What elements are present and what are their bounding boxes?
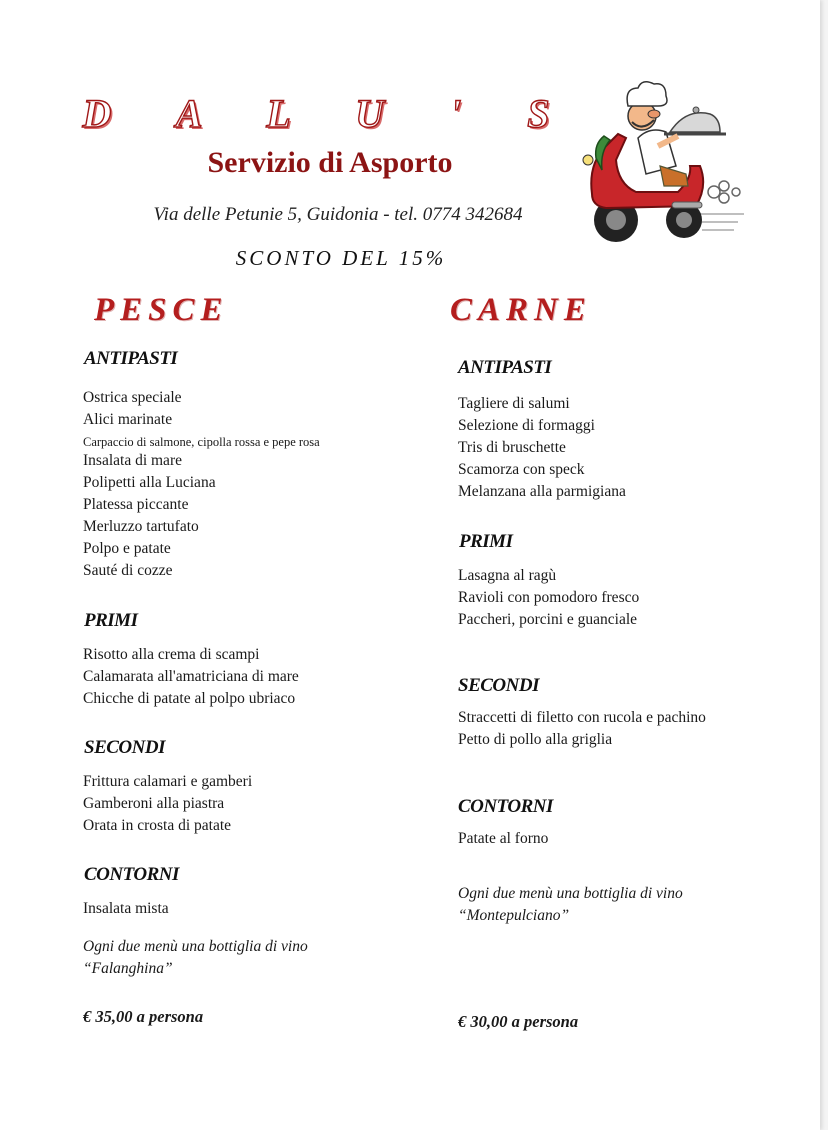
pesce-antipasti-list (83, 387, 320, 582)
list-item: Calamarata all'amatriciana di mare (83, 668, 299, 685)
list-item: Carpaccio di salmone, cipolla rossa e pepe rosa (83, 435, 320, 449)
list-item: Selezione di formaggi (458, 417, 595, 434)
list-item: Patate al forno (458, 830, 549, 847)
wine-line: Ogni due menù una bottiglia di vino (458, 885, 683, 902)
pesce-contorni-heading: CONTORNI (84, 864, 179, 885)
list-item: Straccetti di filetto con rucola e pachino (458, 709, 706, 726)
list-item: Ravioli con pomodoro fresco (458, 589, 640, 606)
carne-contorni-heading: CONTORNI (458, 796, 553, 817)
pesce-primi-heading: PRIMI (84, 610, 138, 631)
list-item: Orata in crosta di patate (83, 817, 232, 834)
carne-antipasti-list (458, 393, 626, 503)
list-item: Sauté di cozze (83, 562, 173, 579)
list-item: Tris di bruschette (458, 439, 566, 456)
list-item: Paccheri, porcini e guanciale (458, 611, 638, 628)
carne-primi-heading: PRIMI (459, 531, 513, 552)
pesce-price: € 35,00 a persona (83, 1007, 204, 1026)
list-item: Insalata mista (83, 900, 169, 917)
pesce-secondi-heading: SECONDI (84, 737, 165, 758)
carne-price: € 30,00 a persona (458, 1012, 579, 1031)
list-item: Insalata di mare (83, 452, 182, 469)
discount-line: SCONTO DEL 15% (235, 246, 447, 270)
list-item: Melanzana alla parmigiana (458, 483, 626, 500)
list-item: Petto di pollo alla griglia (458, 731, 613, 748)
pesce-primi-list (83, 644, 299, 710)
list-item: Ostrica speciale (83, 389, 182, 406)
list-item: Chicche di patate al polpo ubriaco (83, 690, 296, 707)
carne-secondi-list (458, 707, 706, 751)
wine-name: “Montepulciano” (458, 907, 570, 924)
carne-secondi-heading: SECONDI (458, 675, 539, 696)
pesce-wine-note (83, 936, 308, 980)
carne-wine-note (458, 883, 683, 927)
list-item: Polpo e patate (83, 540, 171, 557)
list-item: Frittura calamari e gamberi (83, 773, 253, 790)
list-item: Alici marinate (83, 411, 173, 428)
chef-on-scooter-icon (566, 74, 748, 250)
pesce-secondi-list (83, 771, 252, 837)
carne-primi-list (458, 565, 639, 631)
address-line: Via delle Petunie 5, Guidonia - tel. 0774 342684 (153, 204, 523, 225)
wine-line: Ogni due menù una bottiglia di vino (83, 938, 308, 955)
list-item: Risotto alla crema di scampi (83, 646, 260, 663)
carne-antipasti-heading: ANTIPASTI (458, 357, 552, 378)
list-item: Merluzzo tartufato (83, 518, 199, 535)
carne-title: CARNE (450, 292, 592, 328)
list-item: Polipetti alla Luciana (83, 474, 216, 491)
list-item: Lasagna al ragù (458, 567, 557, 584)
carne-contorni-list (458, 828, 548, 850)
service-subtitle: Servizio di Asporto (207, 146, 453, 179)
wine-name: “Falanghina” (83, 960, 173, 977)
list-item: Scamorza con speck (458, 461, 585, 478)
pesce-antipasti-heading: ANTIPASTI (84, 348, 178, 369)
list-item: Gamberoni alla piastra (83, 795, 225, 812)
list-item: Platessa piccante (83, 496, 189, 513)
pesce-contorni-list (83, 898, 169, 920)
list-item: Tagliere di salumi (458, 395, 570, 412)
pesce-title: PESCE (94, 292, 229, 328)
restaurant-name: D A L U ' S (82, 91, 578, 136)
